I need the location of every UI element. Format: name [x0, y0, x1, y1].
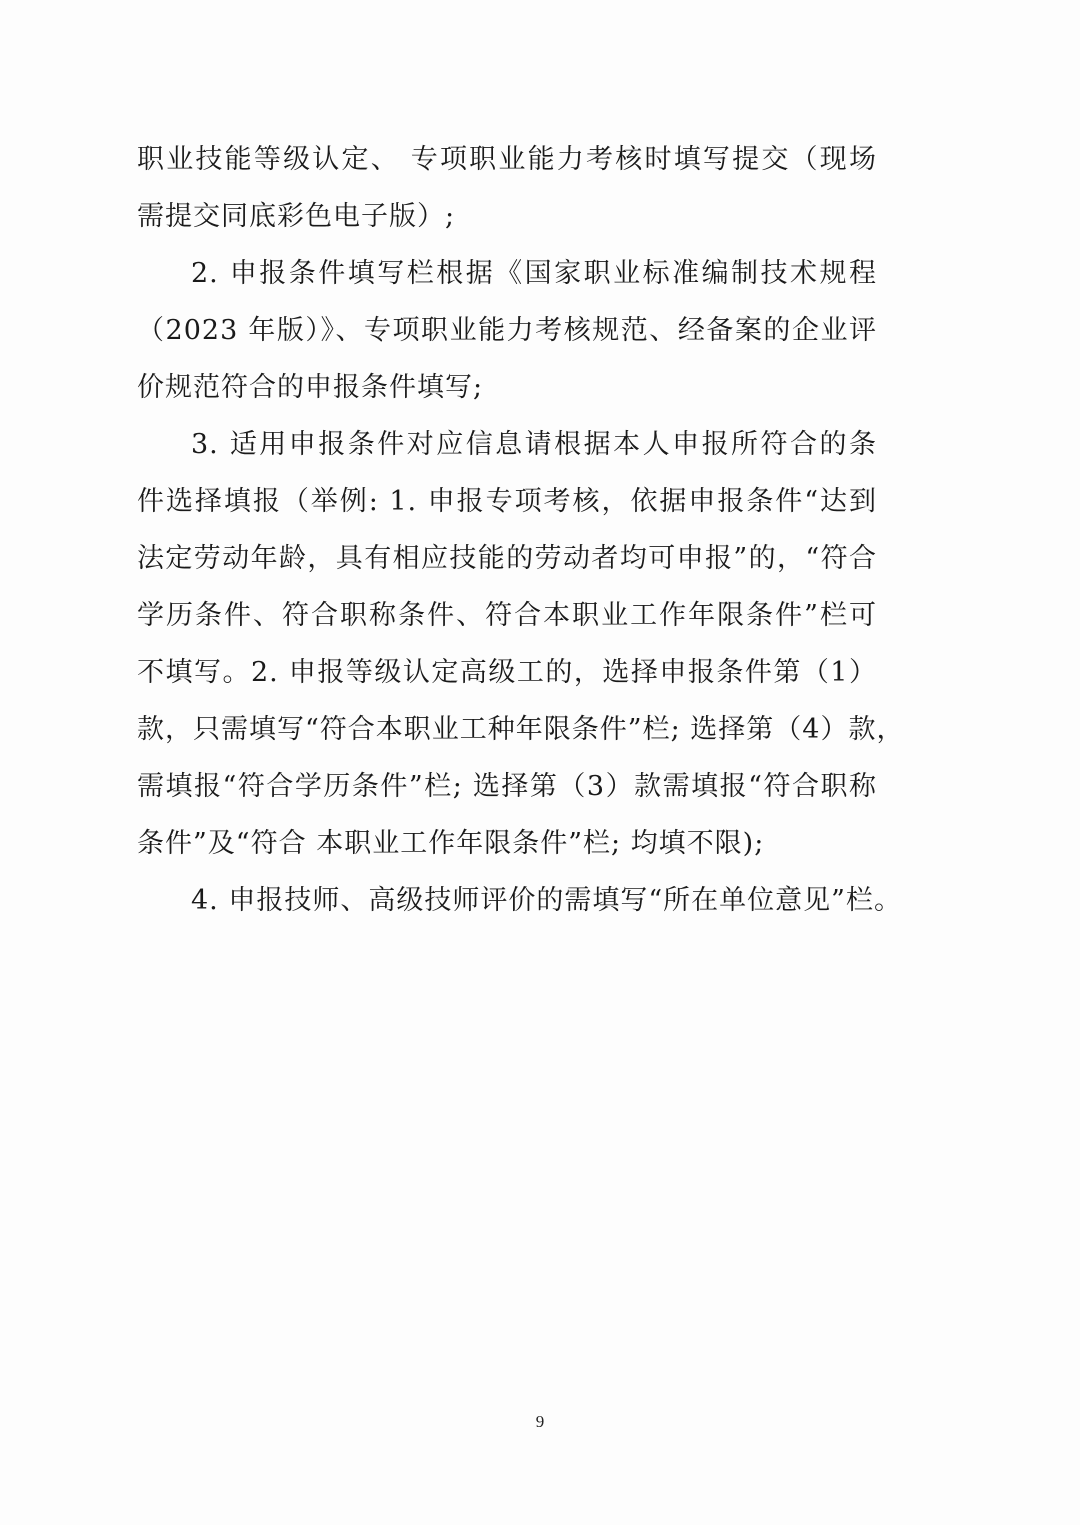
text-line: 需提交同底彩色电子版）; [137, 201, 456, 232]
page-number: 9 [535, 1412, 545, 1431]
text-line: 4. 申报技师、高级技师评价的需填写“所在单位意见”栏。 [191, 885, 902, 916]
text-line: 款，只需填写“符合本职业工种年限条件”栏; 选择第（4）款， [137, 714, 905, 745]
text-line: 学历条件、符合职称条件、符合本职业工作年限条件”栏可 [137, 600, 877, 631]
text-line: 3. 适用申报条件对应信息请根据本人申报所符合的条 [191, 429, 877, 460]
document-body [137, 131, 905, 929]
text-line: 2. 申报条件填写栏根据《国家职业标准编制技术规程 [191, 258, 877, 289]
text-line: 价规范符合的申报条件填写; [137, 372, 484, 403]
text-line: 件选择填报（举例: 1. 申报专项考核，依据申报条件“达到 [137, 486, 877, 517]
text-line: 职业技能等级认定、 专项职业能力考核时填写提交（现场 [137, 144, 877, 175]
text-line: 条件”及“符合 本职业工作年限条件”栏; 均填不限); [137, 828, 765, 859]
text-line: （2023 年版）》、专项职业能力考核规范、经备案的企业评 [137, 315, 877, 346]
text-line: 不填写。2. 申报等级认定高级工的，选择申报条件第（1） [137, 657, 877, 688]
text-line: 需填报“符合学历条件”栏; 选择第（3）款需填报“符合职称 [137, 771, 877, 802]
text-line: 法定劳动年龄，具有相应技能的劳动者均可申报”的，“符合 [137, 543, 877, 574]
